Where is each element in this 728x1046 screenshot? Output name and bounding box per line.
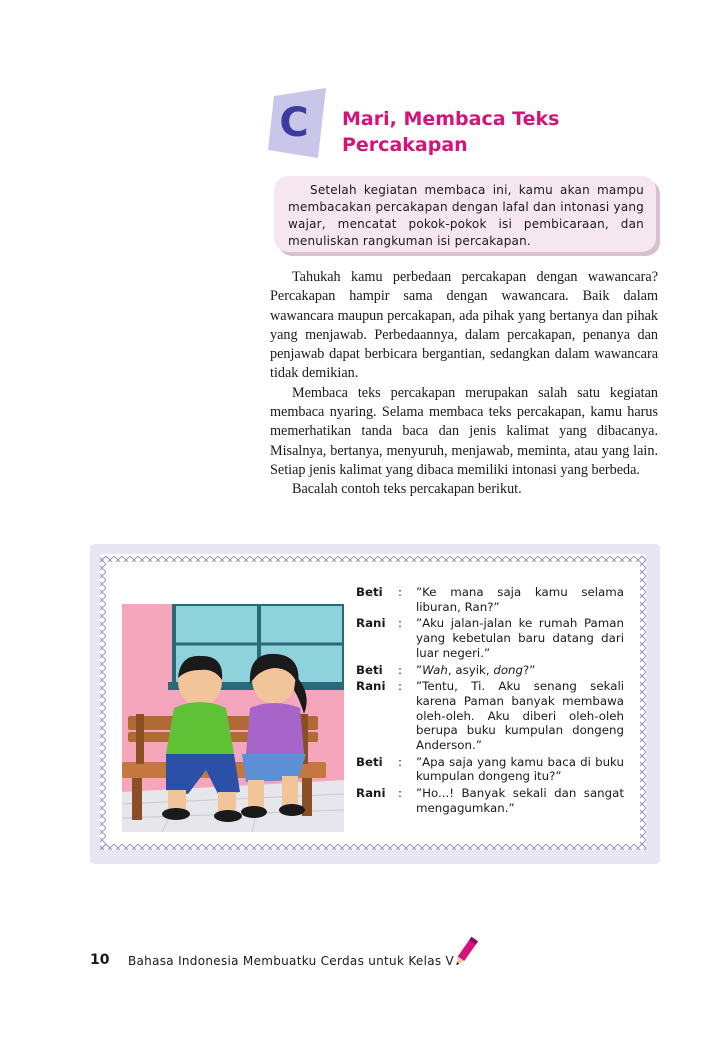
pencil-icon <box>450 936 480 970</box>
speaker-name: Beti <box>356 585 383 599</box>
section-title-line2: Percakapan <box>342 134 468 156</box>
dialog-turn <box>356 679 624 753</box>
section-title-line1: Mari, Membaca Teks <box>342 108 560 130</box>
paragraph-1: Tahukah kamu perbedaan percakapan dengan wawancara? Percakapan hampir sama dengan wawancara. Baik dalam wawancara maupun percakapan, ada pihak yang bertanya dan pihak yang menjawab. Perbedaannya, dalam percakapan, penanya dan penjawab dapat berbicara bergantian, sedangkan dalam wawancara tidak demikian. <box>270 269 658 382</box>
utterance: ”Ke mana saja kamu selama liburan, Ran?” <box>416 585 624 614</box>
utterance: ”Wah, asyik, dong?” <box>416 662 536 677</box>
utterance: ”Ho...! Banyak sekali dan sangat mengagumkan.” <box>416 786 624 815</box>
dialog-turn <box>356 616 624 660</box>
dialog-turn <box>356 786 624 815</box>
section-letter: C <box>279 100 309 146</box>
section-title <box>342 106 662 158</box>
utterance: ”Apa saja yang kamu baca di buku kumpulan dongeng itu?” <box>416 754 624 784</box>
utterance: ”Tentu, Ti. Aku senang sekali karena Paman banyak membawa oleh-oleh. Aku diberi oleh-oleh berupa buku kumpulan dongeng Anderson.” <box>416 679 624 753</box>
speaker-colon: : <box>398 786 402 801</box>
speaker-colon: : <box>398 754 402 769</box>
speaker-colon: : <box>398 616 402 631</box>
dialog-turn <box>356 585 624 614</box>
children-on-bench-illustration <box>122 604 344 832</box>
footer-book-title: Bahasa Indonesia Membuatku Cerdas untuk Kelas V <box>128 954 455 968</box>
paragraph-2: Membaca teks percakapan merupakan salah satu kegiatan membaca nyaring. Selama membaca teks percakapan, kamu harus memerhatikan tanda baca dan jenis kalimat yang dibacanya. Misalnya, bertanya, menyuruh, menjawab, meminta, atau yang lain. Setiap jenis kalimat yang dibaca memiliki intonasi yang berbeda. <box>270 384 658 478</box>
paragraph-3: Bacalah contoh teks percakapan berikut. <box>292 481 522 498</box>
speaker-name: Rani <box>356 679 386 694</box>
speaker-colon: : <box>398 679 402 694</box>
dialog <box>356 585 624 818</box>
section-badge <box>268 88 328 160</box>
page-number: 10 <box>90 952 110 968</box>
speaker-name: Beti <box>356 754 383 769</box>
speaker-name: Rani <box>356 616 386 631</box>
body-text <box>270 268 658 500</box>
speaker-name: Rani <box>356 786 386 801</box>
objective-box <box>274 176 656 252</box>
dialog-turn <box>356 663 624 678</box>
dialog-turn <box>356 755 624 784</box>
speaker-colon: : <box>398 662 402 677</box>
objective-text: Setelah kegiatan membaca ini, kamu akan mampu membacakan percakapan dengan lafal dan intonasi yang wajar, mencatat pokok-pokok isi pembicaraan, dan menuliskan rangkuman isi percakapan. <box>288 183 644 248</box>
speaker-colon: : <box>398 585 402 599</box>
utterance: ”Aku jalan-jalan ke rumah Paman yang kebetulan baru datang dari luar negeri.” <box>416 616 624 660</box>
speaker-name: Beti <box>356 662 383 677</box>
